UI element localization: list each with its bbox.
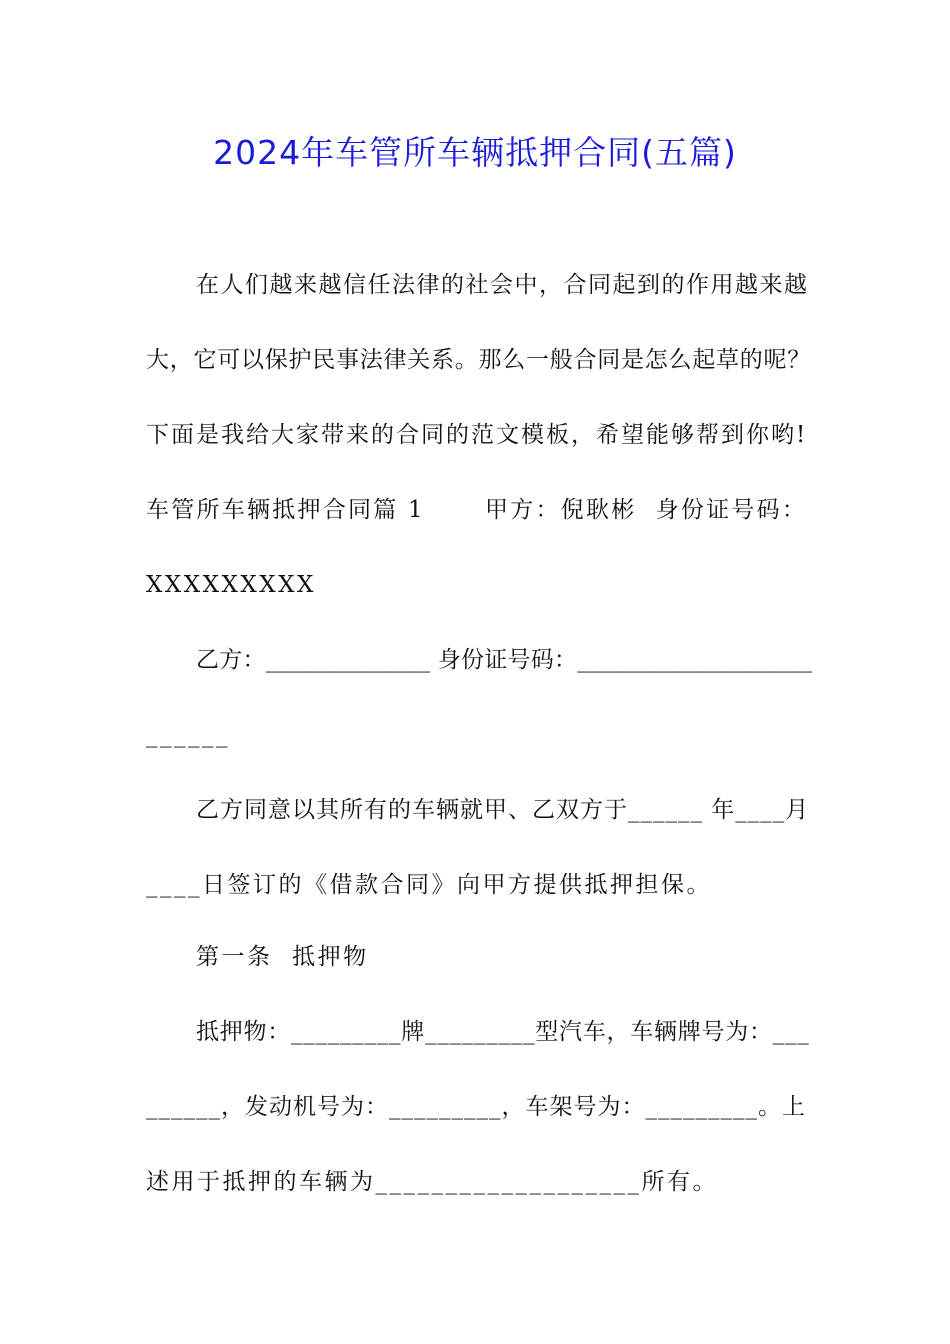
paragraph-line: 述用于抵押的车辆为___________________所有。 (146, 1169, 718, 1195)
paragraph-line: 在人们越来越信任法律的社会中，合同起到的作用越来越 (196, 272, 809, 298)
paragraph-line: 大，它可以保护民事法律关系。那么一般合同是怎么起草的呢？ (146, 347, 811, 373)
blank-line: ______ (146, 722, 230, 748)
paragraph-line: 乙方同意以其所有的车辆就甲、乙双方于______ 年____月 (196, 797, 810, 823)
paragraph-line: ____日签订的《借款合同》向甲方提供抵押担保。 (146, 872, 712, 898)
paragraph-line: ______，发动机号为：_________，车架号为：_________。上 (146, 1094, 806, 1120)
party-b-line: 乙方：______________ 身份证号码：____________________ (196, 647, 813, 673)
id-number-line: XXXXXXXXX (146, 572, 316, 598)
document-title: 2024年车管所车辆抵押合同(五篇) (213, 133, 737, 172)
paragraph-line: 下面是我给大家带来的合同的范文模板，希望能够帮到你哟! (146, 422, 808, 448)
contract-heading-line: 车管所车辆抵押合同篇 1 甲方：倪耿彬 身份证号码： (146, 497, 808, 523)
article-heading: 第一条 抵押物 (196, 944, 369, 970)
paragraph-line: 抵押物：_________牌_________型汽车，车辆牌号为：___ (196, 1019, 810, 1045)
